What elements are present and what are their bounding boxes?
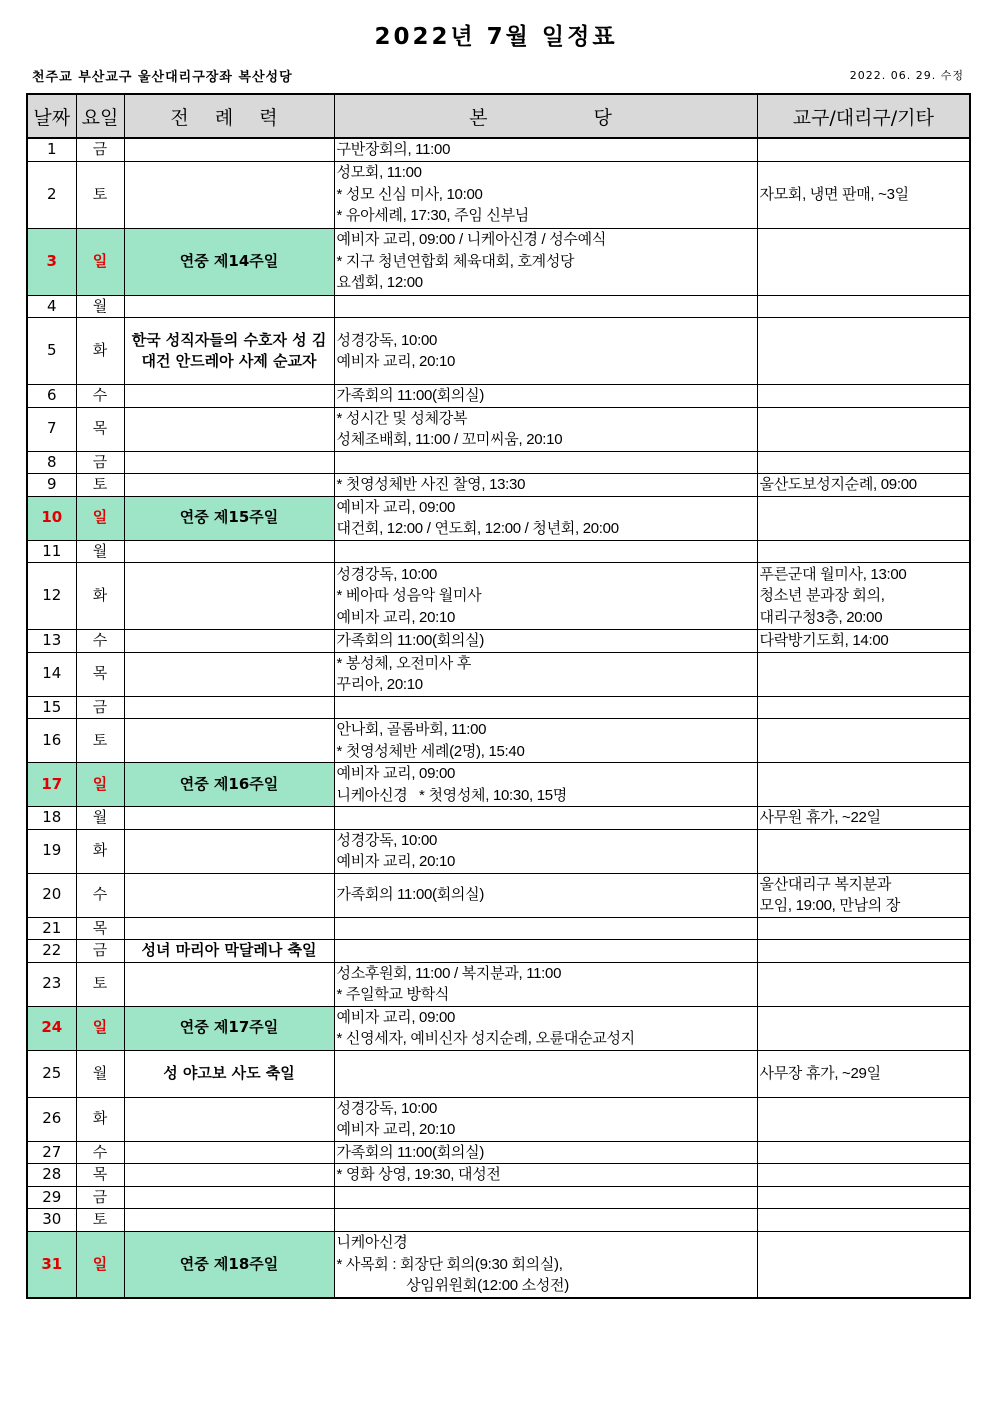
parish-events-cell — [334, 1209, 757, 1232]
parish-event: 대건회, 12:00 / 연도회, 12:00 / 청년회, 20:00 — [336, 520, 619, 537]
schedule-table — [26, 93, 971, 1299]
weekday-cell: 금 — [76, 451, 124, 474]
parish-events-cell — [334, 652, 757, 696]
table-row — [27, 630, 970, 653]
parish-event: 예비자 교리, 20:10 — [336, 853, 456, 870]
parish-event: 안나회, 골롬바회, 11:00 — [336, 721, 487, 738]
day-cell: 29 — [27, 1186, 76, 1209]
diocese-events-cell — [757, 385, 970, 408]
diocese-events-cell — [757, 496, 970, 540]
liturgy-cell — [124, 962, 334, 1006]
diocese-events-cell — [757, 652, 970, 696]
diocese-events-cell — [757, 318, 970, 385]
weekday-cell: 금 — [76, 940, 124, 963]
day-cell: 3 — [27, 228, 76, 295]
diocese-event: 청소년 분과장 회의, — [759, 587, 885, 605]
table-row — [27, 1209, 970, 1232]
table-row — [27, 652, 970, 696]
parish-event: 니케아신경 — [336, 1234, 408, 1251]
diocese-events-cell — [757, 407, 970, 451]
liturgy-cell: 성 야고보 사도 축일 — [124, 1050, 334, 1097]
table-row — [27, 385, 970, 408]
parish-event: * 지구 청년연합회 체육대회, 호계성당 — [336, 252, 575, 270]
parish-event: * 첫영성체반 세례(2명), 15:40 — [336, 742, 525, 760]
parish-event: 가족회의 11:00(회의실) — [336, 1143, 485, 1161]
diocese-events-cell — [757, 1231, 970, 1298]
liturgy-cell — [124, 161, 334, 228]
day-cell: 5 — [27, 318, 76, 385]
day-cell: 15 — [27, 696, 76, 719]
weekday-cell: 일 — [76, 496, 124, 540]
liturgy-cell — [124, 563, 334, 630]
table-row — [27, 1186, 970, 1209]
table-row — [27, 829, 970, 873]
diocese-events-cell — [757, 719, 970, 763]
parish-events-cell — [334, 385, 757, 408]
diocese-event: 자모회, 냉면 판매, ~3일 — [759, 185, 909, 203]
liturgy-cell: 연중 제16주일 — [124, 763, 334, 807]
parish-events-cell — [334, 873, 757, 917]
parish-event: 상임위원회(12:00 소성전) — [336, 1277, 569, 1294]
day-cell: 30 — [27, 1209, 76, 1232]
weekday-cell: 월 — [76, 1050, 124, 1097]
parish-event: 성체조배회, 11:00 / 꼬미씨움, 20:10 — [336, 431, 563, 448]
diocese-events-cell — [757, 1097, 970, 1141]
weekday-cell: 토 — [76, 161, 124, 228]
parish-event: 예비자 교리, 09:00 — [336, 765, 456, 782]
diocese-events-cell — [757, 630, 970, 653]
diocese-events-cell — [757, 917, 970, 940]
parish-event: 예비자 교리, 09:00 / 니케아신경 / 성수예식 — [336, 231, 607, 249]
table-row — [27, 763, 970, 807]
parish-event: 성경강독, 10:00 — [336, 831, 438, 849]
table-row — [27, 962, 970, 1006]
diocese-events-cell — [757, 962, 970, 1006]
table-row — [27, 696, 970, 719]
parish-event: 가족회의 11:00(회의실) — [336, 886, 485, 904]
parish-events-cell — [334, 540, 757, 563]
day-cell: 22 — [27, 940, 76, 963]
day-cell: 2 — [27, 161, 76, 228]
diocese-events-cell — [757, 540, 970, 563]
parish-events-cell — [334, 496, 757, 540]
parish-events-cell — [334, 563, 757, 630]
weekday-cell: 월 — [76, 295, 124, 318]
table-row — [27, 161, 970, 228]
parish-event: 예비자 교리, 20:10 — [336, 1121, 456, 1138]
weekday-cell: 월 — [76, 807, 124, 830]
diocese-event: 모임, 19:00, 만남의 장 — [759, 897, 901, 914]
weekday-cell: 화 — [76, 829, 124, 873]
parish-event: 가족회의 11:00(회의실) — [336, 632, 485, 649]
column-header-dow: 요일 — [76, 94, 124, 138]
table-row — [27, 1141, 970, 1164]
table-row — [27, 1006, 970, 1050]
parish-event: 예비자 교리, 09:00 — [336, 498, 456, 516]
diocese-events-cell — [757, 451, 970, 474]
parish-events-cell — [334, 917, 757, 940]
parish-event: 성소후원회, 11:00 / 복지분과, 11:00 — [336, 964, 562, 982]
liturgy-cell — [124, 540, 334, 563]
parish-event: * 성시간 및 성체강복 — [336, 409, 468, 427]
liturgy-cell: 연중 제18주일 — [124, 1231, 334, 1298]
day-cell: 20 — [27, 873, 76, 917]
schedule-body — [27, 138, 970, 1298]
day-cell: 27 — [27, 1141, 76, 1164]
parish-events-cell — [334, 719, 757, 763]
diocese-events-cell — [757, 1164, 970, 1187]
diocese-events-cell — [757, 807, 970, 830]
liturgy-cell — [124, 719, 334, 763]
weekday-cell: 목 — [76, 1164, 124, 1187]
parish-event: 성경강독, 10:00 — [336, 565, 438, 583]
liturgy-cell — [124, 407, 334, 451]
parish-events-cell — [334, 807, 757, 830]
parish-events-cell — [334, 940, 757, 963]
table-row — [27, 451, 970, 474]
parish-events-cell — [334, 1231, 757, 1298]
liturgy-cell — [124, 451, 334, 474]
liturgy-cell — [124, 474, 334, 497]
liturgy-cell — [124, 917, 334, 940]
diocese-event: 다락방기도회, 14:00 — [759, 632, 889, 649]
liturgy-cell — [124, 138, 334, 161]
liturgy-cell: 연중 제17주일 — [124, 1006, 334, 1050]
liturgy-cell — [124, 1186, 334, 1209]
liturgy-cell: 연중 제15주일 — [124, 496, 334, 540]
diocese-events-cell — [757, 696, 970, 719]
liturgy-cell — [124, 873, 334, 917]
day-cell: 11 — [27, 540, 76, 563]
table-row — [27, 563, 970, 630]
weekday-cell: 화 — [76, 1097, 124, 1141]
weekday-cell: 일 — [76, 228, 124, 295]
weekday-cell: 일 — [76, 763, 124, 807]
column-header-day: 날짜 — [27, 94, 76, 138]
diocese-events-cell — [757, 474, 970, 497]
page-title: 2022년 7월 일정표 — [374, 24, 618, 50]
day-cell: 17 — [27, 763, 76, 807]
parish-event: * 베아따 성음악 월미사 — [336, 587, 482, 605]
weekday-cell: 금 — [76, 1186, 124, 1209]
parish-event: 요셉회, 12:00 — [336, 274, 423, 292]
parish-events-cell — [334, 1186, 757, 1209]
diocese-event: 울산도보성지순례, 09:00 — [759, 476, 917, 493]
day-cell: 25 — [27, 1050, 76, 1097]
weekday-cell: 월 — [76, 540, 124, 563]
table-row — [27, 540, 970, 563]
table-row — [27, 1231, 970, 1298]
diocese-events-cell — [757, 1209, 970, 1232]
weekday-cell: 목 — [76, 652, 124, 696]
parish-event: 가족회의 11:00(회의실) — [336, 387, 485, 404]
day-cell: 6 — [27, 385, 76, 408]
revision-date: 2022. 06. 29. 수정 — [849, 69, 964, 82]
liturgy-cell — [124, 1097, 334, 1141]
day-cell: 4 — [27, 295, 76, 318]
parish-event: 니케아신경 * 첫영성체, 10:30, 15명 — [336, 786, 567, 804]
weekday-cell: 토 — [76, 719, 124, 763]
diocese-events-cell — [757, 295, 970, 318]
parish-event: * 영화 상영, 19:30, 대성전 — [336, 1166, 501, 1183]
parish-event: * 성모 신심 미사, 10:00 — [336, 185, 483, 203]
day-cell: 19 — [27, 829, 76, 873]
parish-events-cell — [334, 474, 757, 497]
liturgy-cell — [124, 807, 334, 830]
parish-event: 예비자 교리, 20:10 — [336, 353, 456, 370]
parish-event: 구반장회의, 11:00 — [336, 141, 451, 158]
day-cell: 12 — [27, 563, 76, 630]
parish-event: 성경강독, 10:00 — [336, 1099, 438, 1117]
parish-events-cell — [334, 1164, 757, 1187]
parish-events-cell — [334, 630, 757, 653]
parish-events-cell — [334, 318, 757, 385]
weekday-cell: 화 — [76, 318, 124, 385]
weekday-cell: 목 — [76, 917, 124, 940]
day-cell: 14 — [27, 652, 76, 696]
weekday-cell: 토 — [76, 962, 124, 1006]
day-cell: 18 — [27, 807, 76, 830]
day-cell: 16 — [27, 719, 76, 763]
diocese-events-cell — [757, 829, 970, 873]
table-row — [27, 940, 970, 963]
column-header-main: 본 당 — [334, 94, 757, 138]
table-row — [27, 318, 970, 385]
diocese-events-cell — [757, 161, 970, 228]
weekday-cell: 토 — [76, 1209, 124, 1232]
diocese-event: 사무장 휴가, ~29일 — [759, 1064, 881, 1082]
parish-event: 예비자 교리, 09:00 — [336, 1008, 456, 1026]
parish-event: * 신영세자, 예비신자 성지순례, 오륜대순교성지 — [336, 1030, 635, 1047]
parish-event: * 유아세례, 17:30, 주임 신부님 — [336, 207, 529, 225]
parish-events-cell — [334, 763, 757, 807]
day-cell: 13 — [27, 630, 76, 653]
day-cell: 26 — [27, 1097, 76, 1141]
parish-events-cell — [334, 1141, 757, 1164]
weekday-cell: 금 — [76, 138, 124, 161]
liturgy-cell — [124, 630, 334, 653]
diocese-event: 울산대리구 복지분과 — [759, 875, 892, 893]
table-row — [27, 719, 970, 763]
weekday-cell: 수 — [76, 385, 124, 408]
column-header-liturgy: 전 례 력 — [124, 94, 334, 138]
day-cell: 10 — [27, 496, 76, 540]
liturgy-cell — [124, 1209, 334, 1232]
weekday-cell: 수 — [76, 630, 124, 653]
day-cell: 24 — [27, 1006, 76, 1050]
table-row — [27, 228, 970, 295]
parish-event: * 사목회 : 회장단 회의(9:30 회의실), — [336, 1255, 563, 1273]
parish-events-cell — [334, 295, 757, 318]
table-row — [27, 873, 970, 917]
parish-event: 꾸리아, 20:10 — [336, 676, 423, 693]
parish-event: * 주일학교 방학식 — [336, 986, 450, 1003]
weekday-cell: 일 — [76, 1006, 124, 1050]
liturgy-cell — [124, 1141, 334, 1164]
diocese-events-cell — [757, 1050, 970, 1097]
table-row — [27, 1164, 970, 1187]
day-cell: 1 — [27, 138, 76, 161]
weekday-cell: 수 — [76, 873, 124, 917]
weekday-cell: 목 — [76, 407, 124, 451]
parish-events-cell — [334, 1006, 757, 1050]
diocese-event: 푸른군대 월미사, 13:00 — [759, 565, 907, 583]
parish-events-cell — [334, 696, 757, 719]
diocese-events-cell — [757, 138, 970, 161]
parish-event: * 첫영성체반 사진 찰영, 13:30 — [336, 476, 526, 493]
table-row — [27, 407, 970, 451]
day-cell: 31 — [27, 1231, 76, 1298]
day-cell: 7 — [27, 407, 76, 451]
weekday-cell: 토 — [76, 474, 124, 497]
parish-events-cell — [334, 407, 757, 451]
diocese-event: 대리구청3층, 20:00 — [759, 608, 883, 626]
day-cell: 8 — [27, 451, 76, 474]
day-cell: 28 — [27, 1164, 76, 1187]
day-cell: 9 — [27, 474, 76, 497]
day-cell: 21 — [27, 917, 76, 940]
parish-events-cell — [334, 1097, 757, 1141]
diocese-events-cell — [757, 228, 970, 295]
liturgy-cell — [124, 385, 334, 408]
liturgy-cell: 성녀 마리아 막달레나 축일 — [124, 940, 334, 963]
table-row — [27, 138, 970, 161]
table-row — [27, 496, 970, 540]
liturgy-cell: 한국 성직자들의 수호자 성 김대건 안드레아 사제 순교자 — [124, 318, 334, 385]
diocese-events-cell — [757, 940, 970, 963]
day-cell: 23 — [27, 962, 76, 1006]
parish-events-cell — [334, 829, 757, 873]
parish-events-cell — [334, 228, 757, 295]
diocese-event: 사무원 휴가, ~22일 — [759, 809, 881, 826]
parish-event: 성모회, 11:00 — [336, 164, 422, 182]
liturgy-cell: 연중 제14주일 — [124, 228, 334, 295]
header-row — [27, 94, 970, 138]
table-row — [27, 474, 970, 497]
diocese-events-cell — [757, 1186, 970, 1209]
weekday-cell: 화 — [76, 563, 124, 630]
diocese-events-cell — [757, 1006, 970, 1050]
parish-event: 예비자 교리, 20:10 — [336, 608, 456, 626]
weekday-cell: 금 — [76, 696, 124, 719]
table-row — [27, 1050, 970, 1097]
column-header-other: 교구/대리구/기타 — [757, 94, 970, 138]
parish-events-cell — [334, 161, 757, 228]
table-row — [27, 1097, 970, 1141]
diocese-events-cell — [757, 1141, 970, 1164]
diocese-events-cell — [757, 763, 970, 807]
parish-event: * 봉성체, 오전미사 후 — [336, 654, 472, 672]
parish-events-cell — [334, 1050, 757, 1097]
diocese-events-cell — [757, 563, 970, 630]
liturgy-cell — [124, 295, 334, 318]
weekday-cell: 일 — [76, 1231, 124, 1298]
liturgy-cell — [124, 696, 334, 719]
diocese-events-cell — [757, 873, 970, 917]
liturgy-cell — [124, 829, 334, 873]
parish-events-cell — [334, 451, 757, 474]
liturgy-cell — [124, 1164, 334, 1187]
table-row — [27, 917, 970, 940]
table-row — [27, 295, 970, 318]
parish-events-cell — [334, 138, 757, 161]
liturgy-cell — [124, 652, 334, 696]
parish-events-cell — [334, 962, 757, 1006]
weekday-cell: 수 — [76, 1141, 124, 1164]
parish-name: 천주교 부산교구 울산대리구장좌 복산성당 — [32, 70, 293, 85]
table-row — [27, 807, 970, 830]
parish-event: 성경강독, 10:00 — [336, 331, 438, 349]
